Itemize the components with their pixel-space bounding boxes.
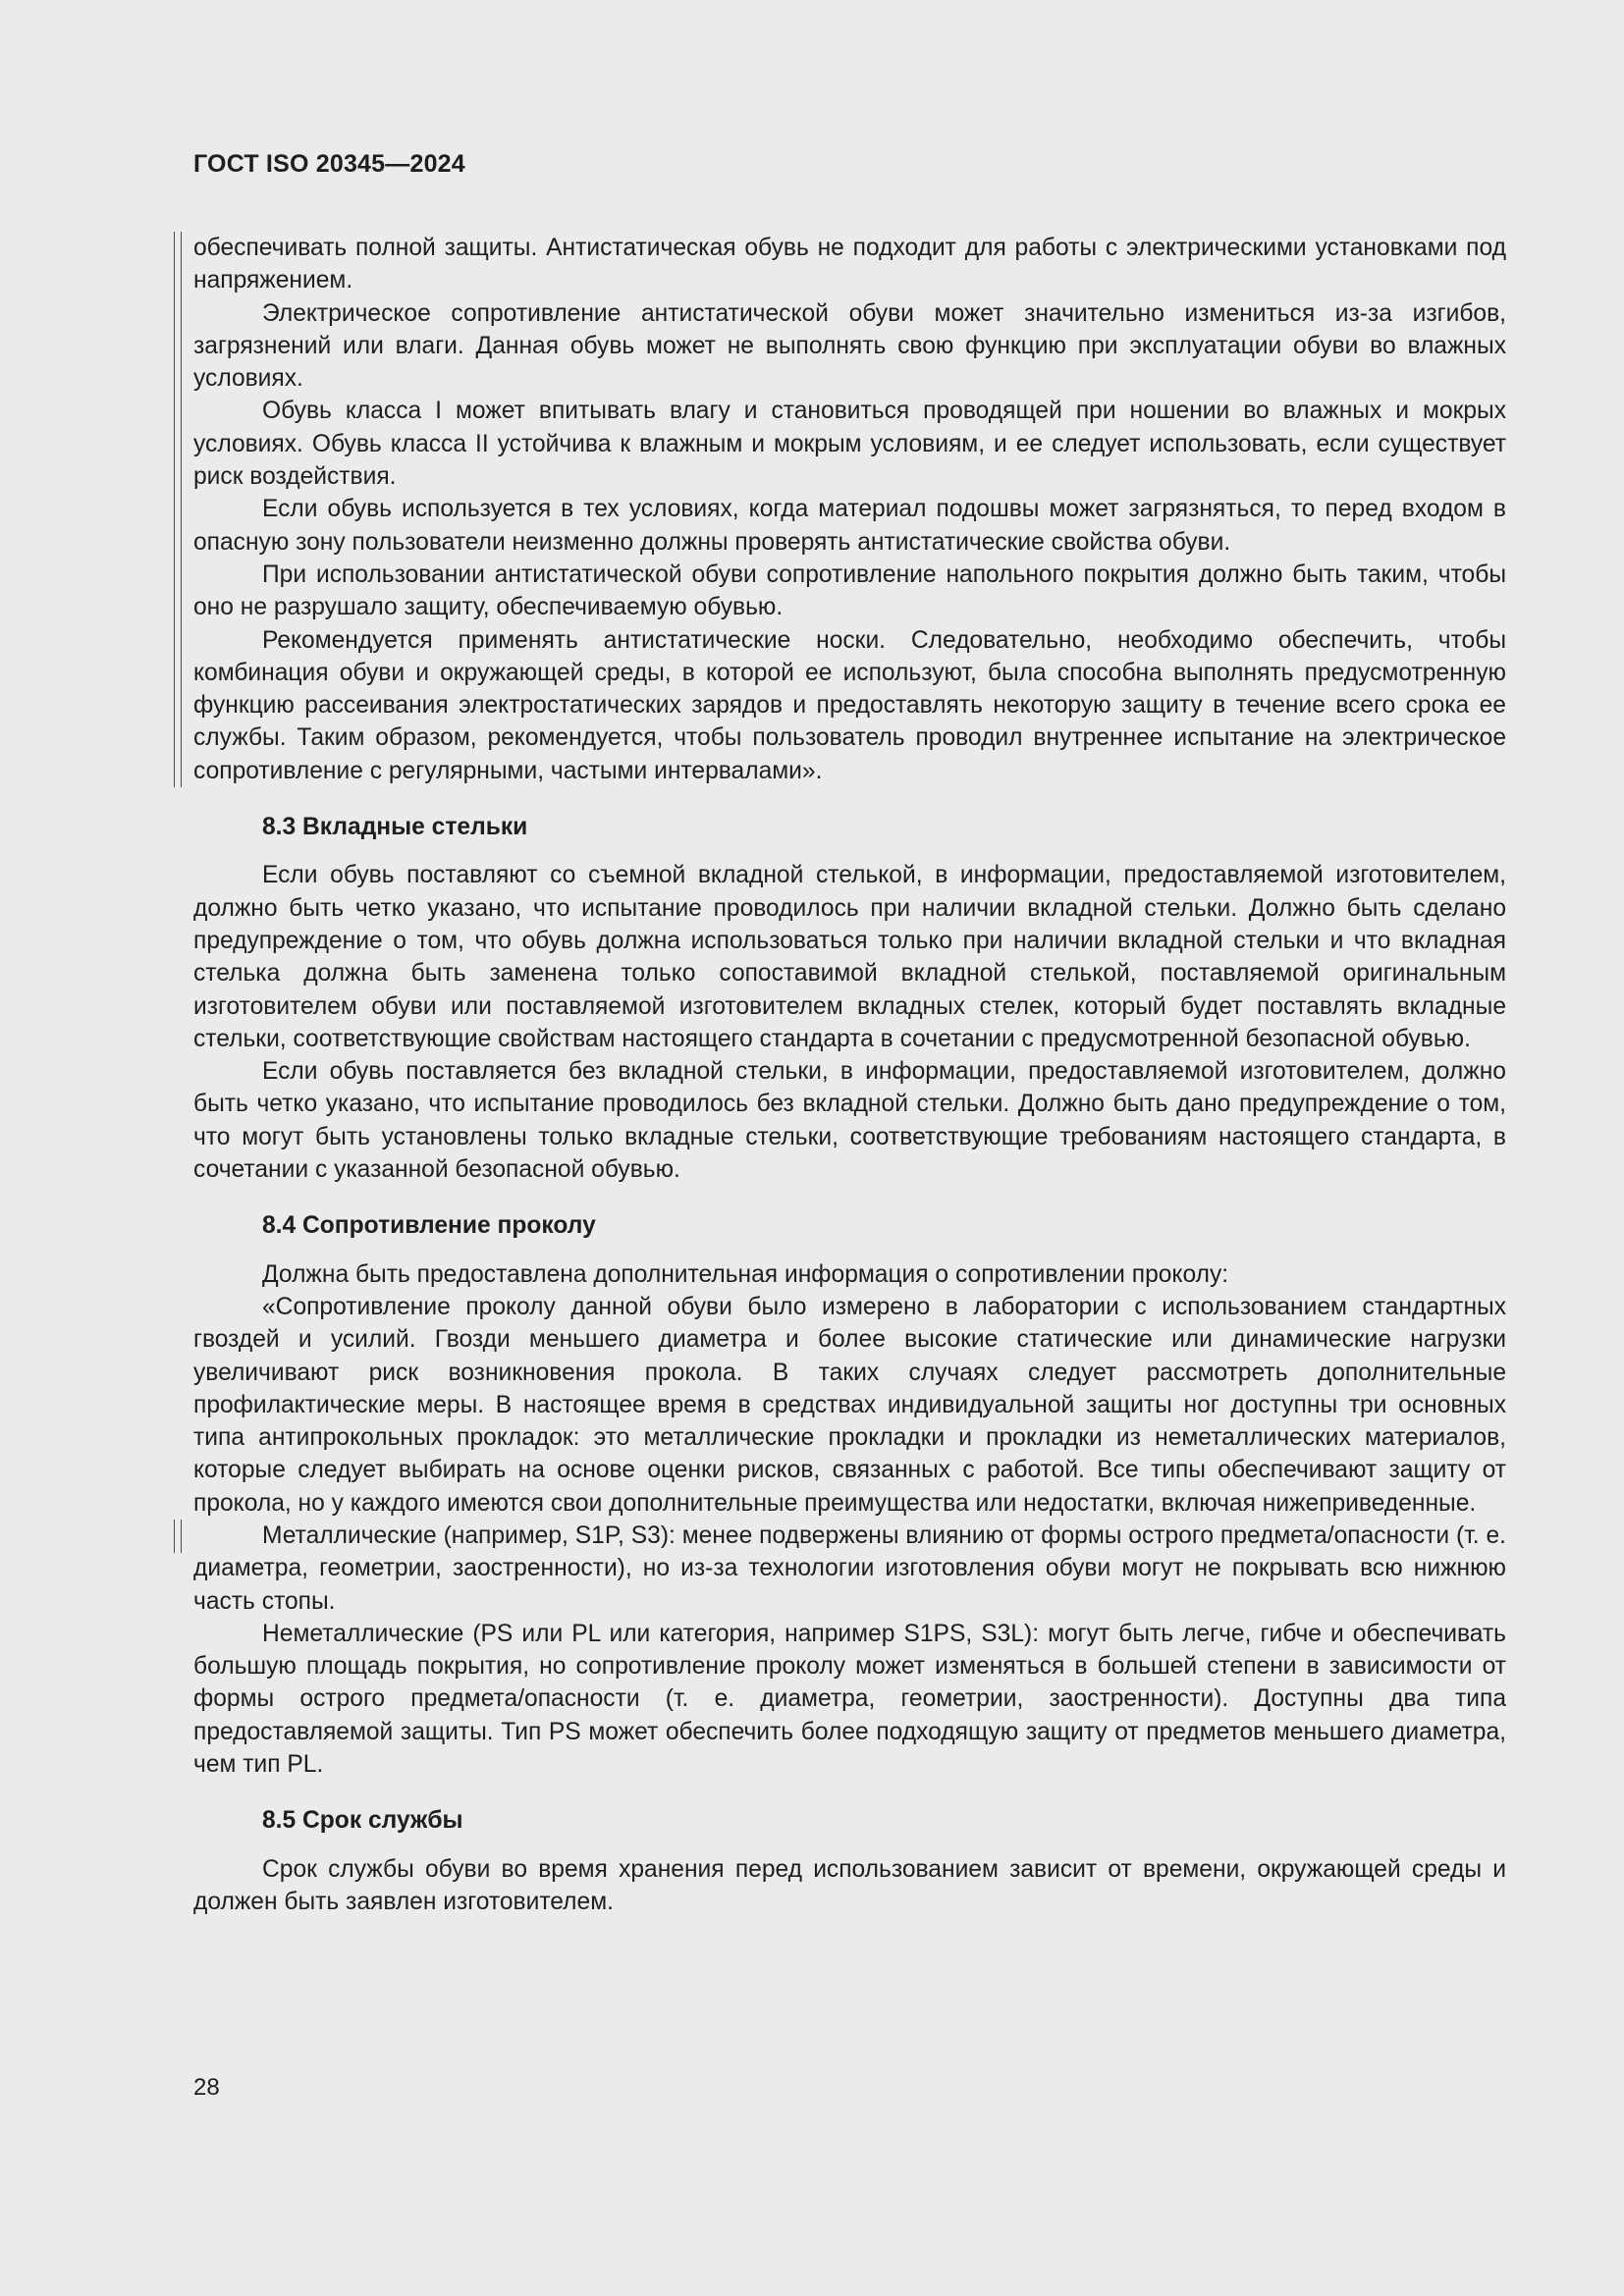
paragraph: При использовании антистатической обуви сопротивление напольного покрытия должно быть таким, чтобы оно не разрушало защиту, обеспечиваемую обувью. (193, 561, 1506, 621)
page-content (193, 232, 1506, 1918)
paragraph: Если обувь используется в тех условиях, когда материал подошвы может загрязняться, то перед входом в опасную зону пользователи неизменно должны проверять антистатические свойства обуви. (193, 496, 1506, 556)
section-heading-8-5: 8.5 Срок службы (262, 1807, 463, 1835)
paragraph: обеспечивать полной защиты. Антистатическая обувь не подходит для работы с электрическими установками под напряжением. (193, 235, 1506, 294)
paragraph: Рекомендуется применять антистатические носки. Следовательно, необходимо обеспечить, чтобы комбинация обуви и окружающей среды, в которой ее используют, была способна выполнять предусмотренную функцию рассеивания электростатических зарядов и предоставлять некоторую защиту в течение всего срока ее службы. Таким образом, рекомендуется, чтобы пользователь проводил внутреннее испытание на электрическое сопротивление с регулярными, частыми интервалами». (193, 626, 1506, 784)
paragraph: Обувь класса I может впитывать влагу и становиться проводящей при ношении во влажных и мокрых условиях. Обувь класса II устойчива к влажным и мокрым условиям, и ее следует использовать, если существует риск воздействия. (193, 398, 1506, 491)
revision-group-metal (193, 1520, 1506, 1618)
revision-group-top (193, 232, 1506, 787)
paragraph: «Сопротивление проколу данной обуви было измерено в лаборатории с использованием стандартных гвоздей и усилий. Гвозди меньшего диаметра и более высокие статические или динамические нагрузки увеличивают риск возникновения прокола. В таких случаях следует рассмотреть дополнительные профилактические меры. В настоящее время в средствах индивидуальной защиты ног доступны три основных типа антипрокольных прокладок: это металлические прокладки и прокладки из неметаллических материалов, которые следует выбирать на основе оценки рисков, связанных с работой. Все типы обеспечивают защиту от прокола, но у каждого имеются свои дополнительные преимущества или недостатки, включая нижеприведенные. (193, 1293, 1506, 1517)
paragraph: Срок службы обуви во время хранения перед использованием зависит от времени, окружающей среды и должен быть заявлен изготовителем. (193, 1855, 1506, 1915)
change-bar (174, 232, 182, 787)
paragraph: Если обувь поставляют со съемной вкладной стелькой, в информации, предоставляемой изготовителем, должно быть четко указано, что испытание проводилось при наличии вкладной стельки. Должно быть сделано предупреждение о том, что обувь должна использоваться только при наличии вкладной стельки и что вкладная стелька должна быть заменена только сопоставимой вкладной стелькой, поставляемой оригинальным изготовителем обуви или поставляемой изготовителем вкладных стелек, который будет поставлять вкладные стельки, соответствующие свойствам настоящего стандарта в сочетании с предусмотренной безопасной обувью. (193, 862, 1506, 1052)
paragraph: Должна быть предоставлена дополнительная информация о сопротивлении проколу: (262, 1260, 1229, 1288)
change-bar (174, 1520, 182, 1553)
paragraph: Неметаллические (PS или PL или категория, например S1PS, S3L): могут быть легче, гибче и обеспечивать большую площадь покрытия, но сопротивление проколу может изменяться в большей степени в зависимости от формы острого предмета/опасности (т. е. диаметра, геометрии, заостренности). Доступны два типа предоставляемой защиты. Тип PS может обеспечить более подходящую защиту от предметов меньшего диаметра, чем тип PL. (193, 1620, 1506, 1779)
section-heading-8-4: 8.4 Сопротивление проколу (262, 1212, 596, 1240)
document-header: ГОСТ ISO 20345—2024 (193, 150, 465, 178)
paragraph: Электрическое сопротивление антистатической обуви может значительно измениться из-за изгибов, загрязнений или влаги. Данная обувь может не выполнять свою функцию при эксплуатации обуви во влажных условиях. (193, 299, 1506, 393)
section-heading-8-3: 8.3 Вкладные стельки (262, 814, 528, 841)
paragraph: Металлические (например, S1P, S3): менее подвержены влиянию от формы острого предмета/опасности (т. е. диаметра, геометрии, заостренности), но из-за технологии изготовления обуви могут не покрывать всю нижнюю часть стопы. (193, 1522, 1506, 1615)
paragraph: Если обувь поставляется без вкладной стельки, в информации, предоставляемой изготовителем, должно быть четко указано, что испытание проводилось без вкладной стельки. Должно быть дано предупреждение о том, что могут быть установлены только вкладные стельки, соответствующие требованиям настоящего стандарта, в сочетании с указанной безопасной обувью. (193, 1058, 1506, 1184)
page-number: 28 (193, 2074, 220, 2101)
